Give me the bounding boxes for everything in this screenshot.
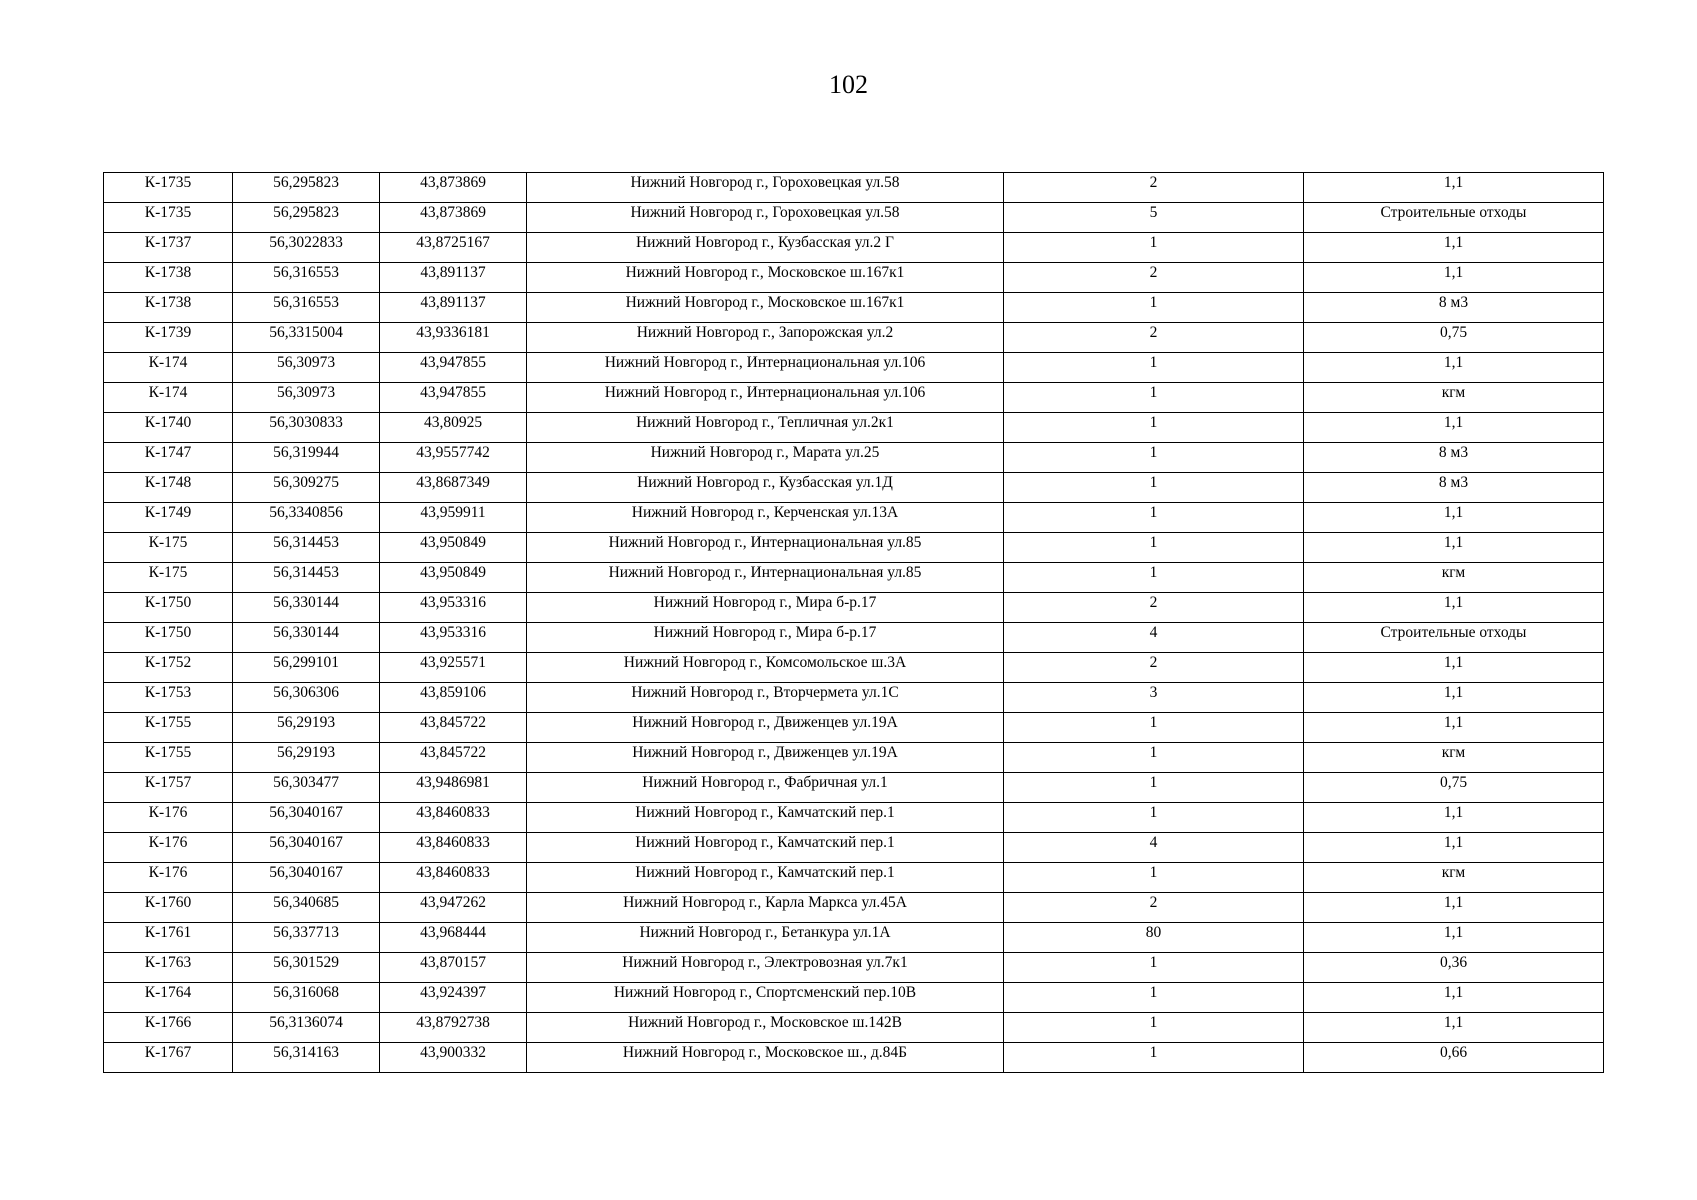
address-cell: Нижний Новгород г., Московское ш.167к1 [527, 293, 1004, 323]
container-type-cell: 1,1 [1304, 893, 1604, 923]
container-count-cell: 1 [1004, 863, 1304, 893]
container-type-cell: 1,1 [1304, 233, 1604, 263]
site-id-cell: К-1740 [104, 413, 233, 443]
container-count-cell: 1 [1004, 473, 1304, 503]
table-row [104, 683, 1604, 713]
container-type-cell: кгм [1304, 383, 1604, 413]
table-row [104, 383, 1604, 413]
container-type-cell: 8 м3 [1304, 443, 1604, 473]
site-id-cell: К-1761 [104, 923, 233, 953]
table-row [104, 1043, 1604, 1073]
site-id-cell: К-1738 [104, 293, 233, 323]
site-id-cell: К-1767 [104, 1043, 233, 1073]
site-id-cell: К-1750 [104, 593, 233, 623]
longitude-cell: 43,870157 [380, 953, 527, 983]
site-id-cell: К-176 [104, 863, 233, 893]
latitude-cell: 56,301529 [233, 953, 380, 983]
container-count-cell: 1 [1004, 533, 1304, 563]
container-count-cell: 2 [1004, 653, 1304, 683]
latitude-cell: 56,295823 [233, 203, 380, 233]
container-type-cell: 1,1 [1304, 653, 1604, 683]
latitude-cell: 56,319944 [233, 443, 380, 473]
longitude-cell: 43,859106 [380, 683, 527, 713]
site-id-cell: К-1752 [104, 653, 233, 683]
site-id-cell: К-1757 [104, 773, 233, 803]
longitude-cell: 43,873869 [380, 173, 527, 203]
container-type-cell: 0,36 [1304, 953, 1604, 983]
container-count-cell: 2 [1004, 173, 1304, 203]
longitude-cell: 43,953316 [380, 593, 527, 623]
table-row [104, 593, 1604, 623]
container-count-cell: 1 [1004, 983, 1304, 1013]
site-id-cell: К-1749 [104, 503, 233, 533]
page-number: 102 [829, 70, 868, 99]
latitude-cell: 56,309275 [233, 473, 380, 503]
table-row [104, 533, 1604, 563]
container-count-cell: 1 [1004, 233, 1304, 263]
latitude-cell: 56,337713 [233, 923, 380, 953]
container-count-cell: 1 [1004, 1043, 1304, 1073]
site-id-cell: К-1755 [104, 743, 233, 773]
site-id-cell: К-175 [104, 533, 233, 563]
table-row [104, 653, 1604, 683]
longitude-cell: 43,9557742 [380, 443, 527, 473]
site-id-cell: К-1764 [104, 983, 233, 1013]
longitude-cell: 43,9336181 [380, 323, 527, 353]
site-id-cell: К-1735 [104, 203, 233, 233]
address-cell: Нижний Новгород г., Интернациональная ул.106 [527, 383, 1004, 413]
longitude-cell: 43,959911 [380, 503, 527, 533]
site-id-cell: К-1763 [104, 953, 233, 983]
container-count-cell: 1 [1004, 743, 1304, 773]
address-cell: Нижний Новгород г., Вторчермета ул.1С [527, 683, 1004, 713]
longitude-cell: 43,950849 [380, 533, 527, 563]
container-count-cell: 1 [1004, 383, 1304, 413]
container-count-cell: 1 [1004, 1013, 1304, 1043]
container-type-cell: 1,1 [1304, 413, 1604, 443]
latitude-cell: 56,30973 [233, 383, 380, 413]
latitude-cell: 56,314163 [233, 1043, 380, 1073]
longitude-cell: 43,947262 [380, 893, 527, 923]
container-count-cell: 1 [1004, 353, 1304, 383]
latitude-cell: 56,316068 [233, 983, 380, 1013]
longitude-cell: 43,8687349 [380, 473, 527, 503]
longitude-cell: 43,968444 [380, 923, 527, 953]
container-count-cell: 1 [1004, 563, 1304, 593]
container-count-cell: 5 [1004, 203, 1304, 233]
address-cell: Нижний Новгород г., Кузбасская ул.2 Г [527, 233, 1004, 263]
container-count-cell: 4 [1004, 623, 1304, 653]
longitude-cell: 43,950849 [380, 563, 527, 593]
table-row [104, 953, 1604, 983]
container-sites-table [103, 172, 1604, 1073]
address-cell: Нижний Новгород г., Гороховецкая ул.58 [527, 203, 1004, 233]
site-id-cell: К-1760 [104, 893, 233, 923]
container-count-cell: 1 [1004, 953, 1304, 983]
address-cell: Нижний Новгород г., Интернациональная ул.85 [527, 563, 1004, 593]
container-type-cell: 1,1 [1304, 713, 1604, 743]
container-type-cell: 1,1 [1304, 593, 1604, 623]
address-cell: Нижний Новгород г., Фабричная ул.1 [527, 773, 1004, 803]
address-cell: Нижний Новгород г., Гороховецкая ул.58 [527, 173, 1004, 203]
latitude-cell: 56,330144 [233, 623, 380, 653]
container-type-cell: 1,1 [1304, 683, 1604, 713]
address-cell: Нижний Новгород г., Спортсменский пер.10В [527, 983, 1004, 1013]
latitude-cell: 56,29193 [233, 713, 380, 743]
site-id-cell: К-1748 [104, 473, 233, 503]
table-row [104, 473, 1604, 503]
container-type-cell: 8 м3 [1304, 473, 1604, 503]
longitude-cell: 43,947855 [380, 383, 527, 413]
container-count-cell: 2 [1004, 263, 1304, 293]
latitude-cell: 56,340685 [233, 893, 380, 923]
container-type-cell: 1,1 [1304, 533, 1604, 563]
container-count-cell: 3 [1004, 683, 1304, 713]
table-body [104, 173, 1604, 1073]
container-count-cell: 1 [1004, 803, 1304, 833]
site-id-cell: К-1753 [104, 683, 233, 713]
address-cell: Нижний Новгород г., Камчатский пер.1 [527, 863, 1004, 893]
container-count-cell: 1 [1004, 503, 1304, 533]
table-row [104, 1013, 1604, 1043]
container-type-cell: кгм [1304, 863, 1604, 893]
latitude-cell: 56,330144 [233, 593, 380, 623]
address-cell: Нижний Новгород г., Электровозная ул.7к1 [527, 953, 1004, 983]
address-cell: Нижний Новгород г., Интернациональная ул.85 [527, 533, 1004, 563]
address-cell: Нижний Новгород г., Тепличная ул.2к1 [527, 413, 1004, 443]
longitude-cell: 43,924397 [380, 983, 527, 1013]
container-count-cell: 1 [1004, 443, 1304, 473]
address-cell: Нижний Новгород г., Движенцев ул.19А [527, 743, 1004, 773]
table-row [104, 923, 1604, 953]
latitude-cell: 56,29193 [233, 743, 380, 773]
site-id-cell: К-1738 [104, 263, 233, 293]
table-row [104, 263, 1604, 293]
longitude-cell: 43,953316 [380, 623, 527, 653]
address-cell: Нижний Новгород г., Марата ул.25 [527, 443, 1004, 473]
longitude-cell: 43,845722 [380, 743, 527, 773]
longitude-cell: 43,8792738 [380, 1013, 527, 1043]
address-cell: Нижний Новгород г., Московское ш.142В [527, 1013, 1004, 1043]
address-cell: Нижний Новгород г., Московское ш.167к1 [527, 263, 1004, 293]
longitude-cell: 43,8460833 [380, 863, 527, 893]
address-cell: Нижний Новгород г., Мира б-р.17 [527, 593, 1004, 623]
latitude-cell: 56,3136074 [233, 1013, 380, 1043]
address-cell: Нижний Новгород г., Камчатский пер.1 [527, 833, 1004, 863]
site-id-cell: К-176 [104, 803, 233, 833]
container-type-cell: 1,1 [1304, 923, 1604, 953]
address-cell: Нижний Новгород г., Керченская ул.13А [527, 503, 1004, 533]
longitude-cell: 43,891137 [380, 263, 527, 293]
address-cell: Нижний Новгород г., Кузбасская ул.1Д [527, 473, 1004, 503]
container-count-cell: 2 [1004, 893, 1304, 923]
longitude-cell: 43,845722 [380, 713, 527, 743]
container-type-cell: 8 м3 [1304, 293, 1604, 323]
table-row [104, 863, 1604, 893]
container-type-cell: 0,75 [1304, 323, 1604, 353]
table-row [104, 293, 1604, 323]
longitude-cell: 43,80925 [380, 413, 527, 443]
longitude-cell: 43,8460833 [380, 833, 527, 863]
table-row [104, 353, 1604, 383]
table-row [104, 983, 1604, 1013]
address-cell: Нижний Новгород г., Запорожская ул.2 [527, 323, 1004, 353]
container-count-cell: 80 [1004, 923, 1304, 953]
latitude-cell: 56,316553 [233, 293, 380, 323]
container-type-cell: 1,1 [1304, 833, 1604, 863]
table-row [104, 833, 1604, 863]
latitude-cell: 56,3040167 [233, 833, 380, 863]
container-type-cell: 1,1 [1304, 503, 1604, 533]
container-count-cell: 1 [1004, 293, 1304, 323]
longitude-cell: 43,873869 [380, 203, 527, 233]
longitude-cell: 43,8460833 [380, 803, 527, 833]
container-count-cell: 1 [1004, 713, 1304, 743]
latitude-cell: 56,306306 [233, 683, 380, 713]
longitude-cell: 43,8725167 [380, 233, 527, 263]
latitude-cell: 56,3340856 [233, 503, 380, 533]
site-id-cell: К-1766 [104, 1013, 233, 1043]
site-id-cell: К-176 [104, 833, 233, 863]
table-row [104, 563, 1604, 593]
site-id-cell: К-1735 [104, 173, 233, 203]
site-id-cell: К-174 [104, 383, 233, 413]
longitude-cell: 43,925571 [380, 653, 527, 683]
latitude-cell: 56,314453 [233, 533, 380, 563]
container-count-cell: 1 [1004, 413, 1304, 443]
container-type-cell: 1,1 [1304, 983, 1604, 1013]
site-id-cell: К-175 [104, 563, 233, 593]
latitude-cell: 56,3022833 [233, 233, 380, 263]
address-cell: Нижний Новгород г., Комсомольское ш.3А [527, 653, 1004, 683]
latitude-cell: 56,30973 [233, 353, 380, 383]
container-type-cell: 0,75 [1304, 773, 1604, 803]
table-row [104, 893, 1604, 923]
table-row [104, 413, 1604, 443]
container-type-cell: 1,1 [1304, 1013, 1604, 1043]
table-row [104, 743, 1604, 773]
address-cell: Нижний Новгород г., Камчатский пер.1 [527, 803, 1004, 833]
table-row [104, 623, 1604, 653]
container-type-cell: 1,1 [1304, 173, 1604, 203]
container-count-cell: 1 [1004, 773, 1304, 803]
address-cell: Нижний Новгород г., Бетанкура ул.1А [527, 923, 1004, 953]
latitude-cell: 56,314453 [233, 563, 380, 593]
container-type-cell: Строительные отходы [1304, 203, 1604, 233]
table-row [104, 443, 1604, 473]
latitude-cell: 56,295823 [233, 173, 380, 203]
address-cell: Нижний Новгород г., Движенцев ул.19А [527, 713, 1004, 743]
latitude-cell: 56,3315004 [233, 323, 380, 353]
site-id-cell: К-1737 [104, 233, 233, 263]
site-id-cell: К-1750 [104, 623, 233, 653]
container-type-cell: 1,1 [1304, 803, 1604, 833]
site-id-cell: К-174 [104, 353, 233, 383]
site-id-cell: К-1747 [104, 443, 233, 473]
latitude-cell: 56,3030833 [233, 413, 380, 443]
table-row [104, 233, 1604, 263]
table-row [104, 713, 1604, 743]
latitude-cell: 56,303477 [233, 773, 380, 803]
container-type-cell: 0,66 [1304, 1043, 1604, 1073]
longitude-cell: 43,947855 [380, 353, 527, 383]
table-row [104, 773, 1604, 803]
container-type-cell: 1,1 [1304, 263, 1604, 293]
container-count-cell: 2 [1004, 593, 1304, 623]
container-type-cell: кгм [1304, 743, 1604, 773]
longitude-cell: 43,891137 [380, 293, 527, 323]
container-type-cell: Строительные отходы [1304, 623, 1604, 653]
table-row [104, 323, 1604, 353]
site-id-cell: К-1755 [104, 713, 233, 743]
latitude-cell: 56,316553 [233, 263, 380, 293]
longitude-cell: 43,9486981 [380, 773, 527, 803]
table-row [104, 203, 1604, 233]
container-type-cell: 1,1 [1304, 353, 1604, 383]
container-count-cell: 2 [1004, 323, 1304, 353]
latitude-cell: 56,3040167 [233, 803, 380, 833]
latitude-cell: 56,299101 [233, 653, 380, 683]
address-cell: Нижний Новгород г., Карла Маркса ул.45А [527, 893, 1004, 923]
longitude-cell: 43,900332 [380, 1043, 527, 1073]
address-cell: Нижний Новгород г., Мира б-р.17 [527, 623, 1004, 653]
container-type-cell: кгм [1304, 563, 1604, 593]
container-count-cell: 4 [1004, 833, 1304, 863]
address-cell: Нижний Новгород г., Интернациональная ул.106 [527, 353, 1004, 383]
latitude-cell: 56,3040167 [233, 863, 380, 893]
table-row [104, 503, 1604, 533]
site-id-cell: К-1739 [104, 323, 233, 353]
table-row [104, 803, 1604, 833]
address-cell: Нижний Новгород г., Московское ш., д.84Б [527, 1043, 1004, 1073]
table-row [104, 173, 1604, 203]
